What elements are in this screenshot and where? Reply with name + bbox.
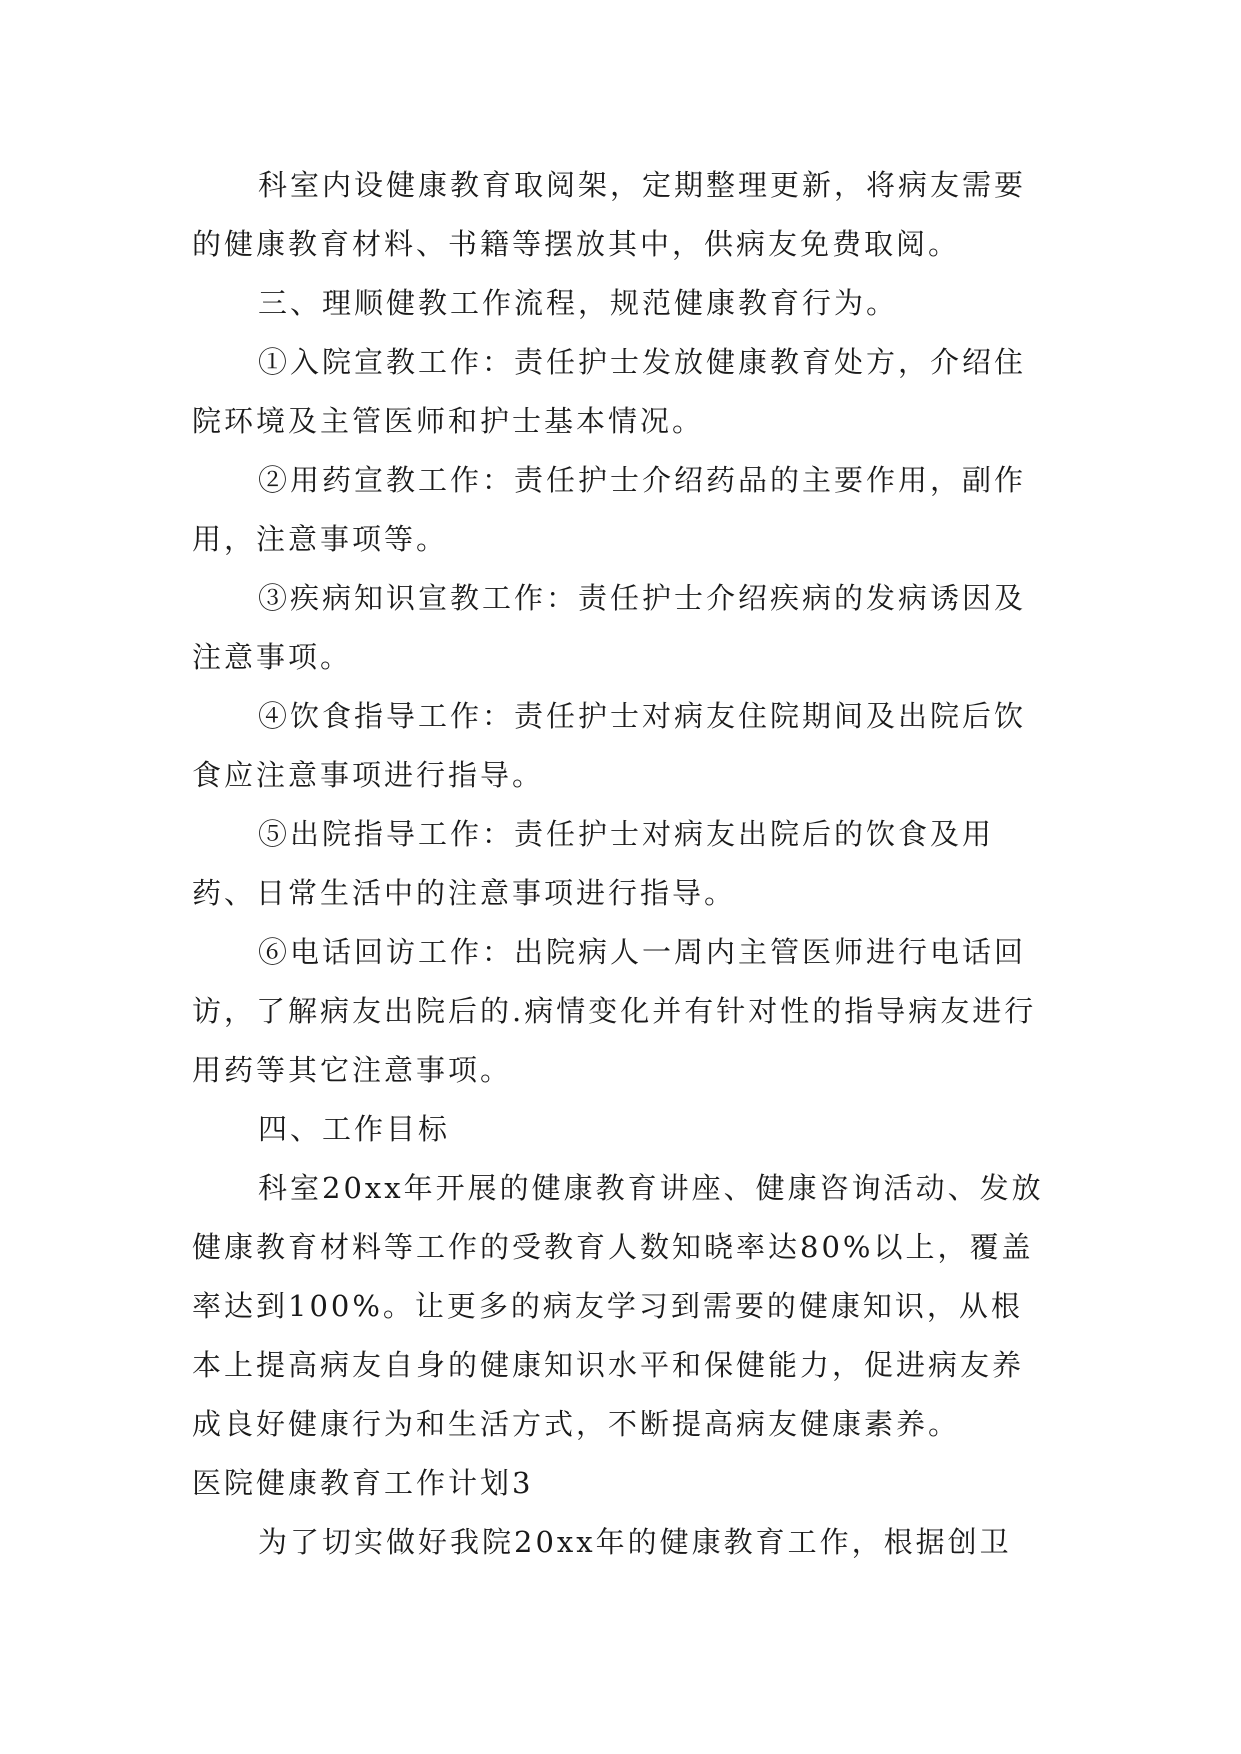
heading-section-four: 四、工作目标 [258, 1112, 451, 1146]
paragraph-reading-rack: 科室内设健康教育取阅架，定期整理更新，将病友需要的健康教育材料、书籍等摆放其中，供病友免费取阅。 [192, 168, 1027, 261]
heading-section-three: 三、理顺健教工作流程，规范健康教育行为。 [258, 286, 899, 320]
paragraph-disease-education: ③疾病知识宣教工作：责任护士介绍疾病的发病诱因及注意事项。 [192, 581, 1027, 674]
document-title-plan-3: 医院健康教育工作计划3 [192, 1466, 534, 1500]
paragraph-plan-3-intro: 为了切实做好我院20xx年的健康教育工作，根据创卫 [258, 1525, 1012, 1559]
paragraph-phone-followup: ⑥电话回访工作：出院病人一周内主管医师进行电话回访，了解病友出院后的.病情变化并有针对性的指导病友进行用药等其它注意事项。 [192, 935, 1037, 1087]
paragraph-admission-education: ①入院宣教工作：责任护士发放健康教育处方，介绍住院环境及主管医师和护士基本情况。 [192, 345, 1027, 438]
paragraph-work-goals: 科室20xx年开展的健康教育讲座、健康咨询活动、发放健康教育材料等工作的受教育人数知晓率达80%以上，覆盖率达到100%。让更多的病友学习到需要的健康知识，从根本上提高病友自身的健康知识水平和保健能力，促进病友养成良好健康行为和生活方式，不断提高病友健康素养。 [192, 1171, 1044, 1441]
paragraph-discharge-guidance: ⑤出院指导工作：责任护士对病友出院后的饮食及用药、日常生活中的注意事项进行指导。 [192, 817, 995, 910]
paragraph-diet-guidance: ④饮食指导工作：责任护士对病友住院期间及出院后饮食应注意事项进行指导。 [192, 699, 1027, 792]
paragraph-medication-education: ②用药宣教工作：责任护士介绍药品的主要作用，副作用，注意事项等。 [192, 463, 1027, 556]
